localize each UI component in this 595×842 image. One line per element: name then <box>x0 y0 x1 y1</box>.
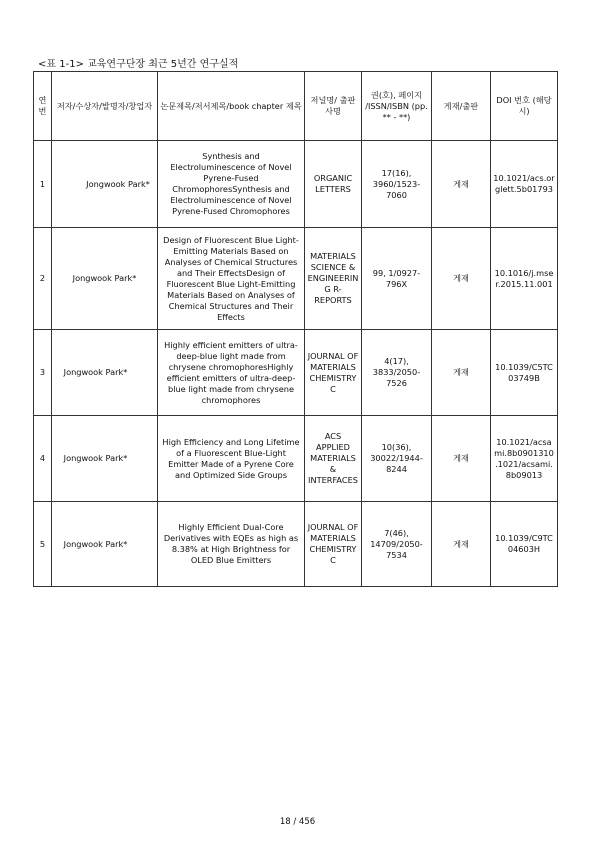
cell-journal: ACS APPLIED MATERIALS & INTERFACES <box>305 416 362 502</box>
cell-doi: 10.1039/C9TC04603H <box>491 502 558 587</box>
cell-no: 2 <box>34 228 52 330</box>
cell-paper-title: Highly efficient emitters of ultra-deep-blue light made from chrysene chromophoresHighly efficient emitters of ultra-deep-blue light made from chrysene chromophores <box>158 330 305 416</box>
author-name: Jongwook Park* <box>63 367 128 377</box>
cell-author <box>52 330 158 416</box>
cell-status: 게재 <box>432 330 491 416</box>
header-paper-title: 논문제목/저서제목/book chapter 제목 <box>158 72 305 141</box>
cell-no: 5 <box>34 502 52 587</box>
cell-journal: JOURNAL OF MATERIALS CHEMISTRY C <box>305 330 362 416</box>
cell-author <box>52 141 158 228</box>
cell-author <box>52 228 158 330</box>
cell-volume: 7(46), 14709/2050-7534 <box>362 502 432 587</box>
cell-no: 3 <box>34 330 52 416</box>
cell-status: 게재 <box>432 416 491 502</box>
cell-volume: 4(17), 3833/2050-7526 <box>362 330 432 416</box>
cell-author <box>52 502 158 587</box>
table-row <box>34 416 558 502</box>
header-doi: DOI 번호 (해당 시) <box>491 72 558 141</box>
header-volume: 권(호), 페이지 /ISSN/ISBN (pp. ** - **) <box>362 72 432 141</box>
cell-volume: 17(16), 3960/1523-7060 <box>362 141 432 228</box>
header-row <box>34 72 558 141</box>
header-author: 저자/수상자/발명자/창업자 <box>52 72 158 141</box>
cell-doi: 10.1039/C5TC03749B <box>491 330 558 416</box>
table-caption: <표 1-1> 교육연구단장 최근 5년간 연구실적 <box>38 59 239 70</box>
cell-journal: MATERIALS SCIENCE & ENGINEERING R-REPORTS <box>305 228 362 330</box>
author-name: Jongwook Park* <box>86 178 150 189</box>
cell-volume: 10(36), 30022/1944-8244 <box>362 416 432 502</box>
author-name: Jongwook Park* <box>63 453 128 463</box>
cell-doi: 10.1021/acs.orglett.5b01793 <box>491 141 558 228</box>
cell-paper-title: Design of Fluorescent Blue Light-Emitting Materials Based on Analyses of Chemical Structures and Their EffectsDesign of Fluorescent Blue Light-Emitting Materials Based on Analyses of Chemical Structures and Their Effects <box>158 228 305 330</box>
cell-journal: JOURNAL OF MATERIALS CHEMISTRY C <box>305 502 362 587</box>
cell-no: 1 <box>34 141 52 228</box>
cell-author <box>52 416 158 502</box>
author-name: Jongwook Park* <box>63 538 128 549</box>
cell-paper-title: Synthesis and Electroluminescence of Novel Pyrene-Fused ChromophoresSynthesis and Electroluminescence of Novel Pyrene-Fused Chromophores <box>158 141 305 228</box>
cell-journal: ORGANIC LETTERS <box>305 141 362 228</box>
header-no: 연번 <box>34 72 52 141</box>
cell-status: 게재 <box>432 502 491 587</box>
cell-doi: 10.1016/j.mser.2015.11.001 <box>491 228 558 330</box>
research-results-table <box>33 71 558 587</box>
author-name: Jongwook Park* <box>72 273 137 283</box>
cell-status: 게재 <box>432 141 491 228</box>
table-row <box>34 330 558 416</box>
cell-no: 4 <box>34 416 52 502</box>
table-row <box>34 228 558 330</box>
table-row <box>34 502 558 587</box>
header-status: 게재/출판 <box>432 72 491 141</box>
cell-doi: 10.1021/acsami.8b0901310.1021/acsami.8b09013 <box>491 416 558 502</box>
cell-paper-title: High Efficiency and Long Lifetime of a Fluorescent Blue-Light Emitter Made of a Pyrene Core and Optimized Side Groups <box>158 416 305 502</box>
header-journal: 저널명/ 출판사명 <box>305 72 362 141</box>
cell-paper-title: Highly Efficient Dual-Core Derivatives with EQEs as high as 8.38% at High Brightness for OLED Blue Emitters <box>158 502 305 587</box>
cell-status: 게재 <box>432 228 491 330</box>
cell-volume: 99, 1/0927-796X <box>362 228 432 330</box>
table-row <box>34 141 558 228</box>
page-number: 18 / 456 <box>279 817 316 827</box>
